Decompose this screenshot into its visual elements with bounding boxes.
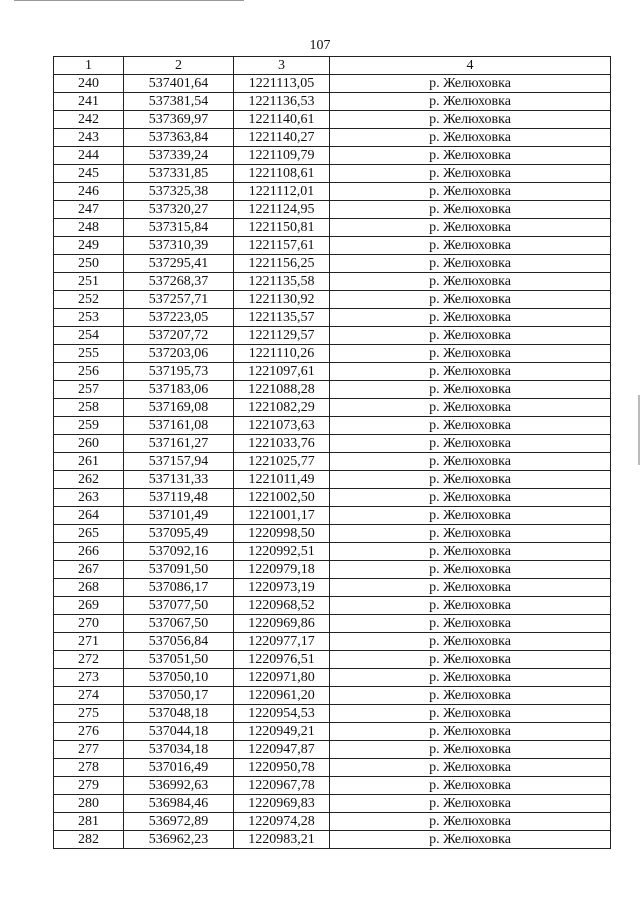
description-cell: р. Желюховка [330,273,611,291]
x-coordinate-cell: 536984,46 [124,795,234,813]
table-row [54,759,611,777]
point-number-cell: 240 [54,75,124,93]
y-coordinate-cell: 1221113,05 [234,75,330,93]
table-row [54,75,611,93]
y-coordinate-cell: 1221033,76 [234,435,330,453]
table-row [54,723,611,741]
x-coordinate-cell: 537067,50 [124,615,234,633]
description-cell: р. Желюховка [330,201,611,219]
y-coordinate-cell: 1221025,77 [234,453,330,471]
x-coordinate-cell: 537257,71 [124,291,234,309]
table-row [54,597,611,615]
y-coordinate-cell: 1220977,17 [234,633,330,651]
table-row [54,435,611,453]
description-cell: р. Желюховка [330,651,611,669]
table-row [54,345,611,363]
y-coordinate-cell: 1220992,51 [234,543,330,561]
x-coordinate-cell: 537169,08 [124,399,234,417]
y-coordinate-cell: 1221124,95 [234,201,330,219]
table-row [54,561,611,579]
y-coordinate-cell: 1221156,25 [234,255,330,273]
point-number-cell: 264 [54,507,124,525]
x-coordinate-cell: 537050,10 [124,669,234,687]
x-coordinate-cell: 537223,05 [124,309,234,327]
point-number-cell: 280 [54,795,124,813]
description-cell: р. Желюховка [330,669,611,687]
column-header-2: 2 [124,57,234,75]
point-number-cell: 245 [54,165,124,183]
table-row [54,273,611,291]
y-coordinate-cell: 1221108,61 [234,165,330,183]
point-number-cell: 256 [54,363,124,381]
point-number-cell: 243 [54,129,124,147]
point-number-cell: 279 [54,777,124,795]
x-coordinate-cell: 537183,06 [124,381,234,399]
y-coordinate-cell: 1220967,78 [234,777,330,795]
description-cell: р. Желюховка [330,237,611,255]
y-coordinate-cell: 1221002,50 [234,489,330,507]
y-coordinate-cell: 1220976,51 [234,651,330,669]
x-coordinate-cell: 537207,72 [124,327,234,345]
point-number-cell: 249 [54,237,124,255]
point-number-cell: 258 [54,399,124,417]
x-coordinate-cell: 537295,41 [124,255,234,273]
table-row [54,831,611,849]
table-row [54,201,611,219]
description-cell: р. Желюховка [330,831,611,849]
x-coordinate-cell: 537161,08 [124,417,234,435]
description-cell: р. Желюховка [330,561,611,579]
header-row [54,57,611,75]
description-cell: р. Желюховка [330,255,611,273]
table-row [54,129,611,147]
table-row [54,237,611,255]
x-coordinate-cell: 537369,97 [124,111,234,129]
x-coordinate-cell: 537050,17 [124,687,234,705]
y-coordinate-cell: 1220954,53 [234,705,330,723]
table-row [54,381,611,399]
table-row [54,111,611,129]
point-number-cell: 255 [54,345,124,363]
x-coordinate-cell: 537161,27 [124,435,234,453]
x-coordinate-cell: 537195,73 [124,363,234,381]
description-cell: р. Желюховка [330,93,611,111]
x-coordinate-cell: 537203,06 [124,345,234,363]
table-row [54,687,611,705]
description-cell: р. Желюховка [330,471,611,489]
y-coordinate-cell: 1221157,61 [234,237,330,255]
x-coordinate-cell: 537310,39 [124,237,234,255]
column-header-3: 3 [234,57,330,75]
table-row [54,183,611,201]
y-coordinate-cell: 1221130,92 [234,291,330,309]
y-coordinate-cell: 1220950,78 [234,759,330,777]
point-number-cell: 250 [54,255,124,273]
column-header-1: 1 [54,57,124,75]
x-coordinate-cell: 537092,16 [124,543,234,561]
x-coordinate-cell: 537016,49 [124,759,234,777]
description-cell: р. Желюховка [330,507,611,525]
y-coordinate-cell: 1221011,49 [234,471,330,489]
description-cell: р. Желюховка [330,291,611,309]
table-row [54,651,611,669]
point-number-cell: 269 [54,597,124,615]
y-coordinate-cell: 1220971,80 [234,669,330,687]
x-coordinate-cell: 537315,84 [124,219,234,237]
y-coordinate-cell: 1220961,20 [234,687,330,705]
y-coordinate-cell: 1220998,50 [234,525,330,543]
point-number-cell: 248 [54,219,124,237]
coordinates-table [53,56,611,849]
y-coordinate-cell: 1220949,21 [234,723,330,741]
column-header-4: 4 [330,57,611,75]
y-coordinate-cell: 1221112,01 [234,183,330,201]
y-coordinate-cell: 1220968,52 [234,597,330,615]
x-coordinate-cell: 537320,27 [124,201,234,219]
description-cell: р. Желюховка [330,741,611,759]
x-coordinate-cell: 537034,18 [124,741,234,759]
x-coordinate-cell: 536992,63 [124,777,234,795]
description-cell: р. Желюховка [330,111,611,129]
y-coordinate-cell: 1221097,61 [234,363,330,381]
table-row [54,147,611,165]
description-cell: р. Желюховка [330,129,611,147]
y-coordinate-cell: 1221129,57 [234,327,330,345]
description-cell: р. Желюховка [330,327,611,345]
point-number-cell: 282 [54,831,124,849]
description-cell: р. Желюховка [330,579,611,597]
scan-edge-line [14,0,244,1]
table-row [54,489,611,507]
description-cell: р. Желюховка [330,777,611,795]
point-number-cell: 267 [54,561,124,579]
x-coordinate-cell: 537119,48 [124,489,234,507]
description-cell: р. Желюховка [330,399,611,417]
description-cell: р. Желюховка [330,615,611,633]
point-number-cell: 246 [54,183,124,201]
description-cell: р. Желюховка [330,813,611,831]
x-coordinate-cell: 537363,84 [124,129,234,147]
description-cell: р. Желюховка [330,633,611,651]
description-cell: р. Желюховка [330,597,611,615]
description-cell: р. Желюховка [330,219,611,237]
point-number-cell: 251 [54,273,124,291]
table-row [54,93,611,111]
x-coordinate-cell: 537381,54 [124,93,234,111]
x-coordinate-cell: 537401,64 [124,75,234,93]
description-cell: р. Желюховка [330,705,611,723]
description-cell: р. Желюховка [330,687,611,705]
description-cell: р. Желюховка [330,165,611,183]
table-row [54,471,611,489]
point-number-cell: 270 [54,615,124,633]
point-number-cell: 275 [54,705,124,723]
table-row [54,363,611,381]
y-coordinate-cell: 1221073,63 [234,417,330,435]
x-coordinate-cell: 536972,89 [124,813,234,831]
x-coordinate-cell: 537048,18 [124,705,234,723]
y-coordinate-cell: 1221136,53 [234,93,330,111]
table-row [54,615,611,633]
point-number-cell: 265 [54,525,124,543]
x-coordinate-cell: 537056,84 [124,633,234,651]
point-number-cell: 257 [54,381,124,399]
x-coordinate-cell: 537325,38 [124,183,234,201]
point-number-cell: 274 [54,687,124,705]
table-row [54,777,611,795]
y-coordinate-cell: 1221088,28 [234,381,330,399]
point-number-cell: 242 [54,111,124,129]
x-coordinate-cell: 537086,17 [124,579,234,597]
point-number-cell: 253 [54,309,124,327]
point-number-cell: 266 [54,543,124,561]
description-cell: р. Желюховка [330,723,611,741]
x-coordinate-cell: 537077,50 [124,597,234,615]
point-number-cell: 260 [54,435,124,453]
y-coordinate-cell: 1221135,58 [234,273,330,291]
x-coordinate-cell: 537339,24 [124,147,234,165]
description-cell: р. Желюховка [330,525,611,543]
point-number-cell: 272 [54,651,124,669]
table-body [54,75,611,849]
y-coordinate-cell: 1220974,28 [234,813,330,831]
table-row [54,795,611,813]
table-row [54,255,611,273]
description-cell: р. Желюховка [330,489,611,507]
table-row [54,633,611,651]
y-coordinate-cell: 1220983,21 [234,831,330,849]
page-number: 107 [309,38,331,53]
table-row [54,327,611,345]
table-row [54,399,611,417]
description-cell: р. Желюховка [330,759,611,777]
x-coordinate-cell: 537268,37 [124,273,234,291]
x-coordinate-cell: 537331,85 [124,165,234,183]
table-row [54,219,611,237]
description-cell: р. Желюховка [330,363,611,381]
description-cell: р. Желюховка [330,435,611,453]
x-coordinate-cell: 537101,49 [124,507,234,525]
point-number-cell: 273 [54,669,124,687]
y-coordinate-cell: 1221135,57 [234,309,330,327]
description-cell: р. Желюховка [330,453,611,471]
table-row [54,525,611,543]
table-row [54,417,611,435]
description-cell: р. Желюховка [330,345,611,363]
table-row [54,813,611,831]
x-coordinate-cell: 537051,50 [124,651,234,669]
description-cell: р. Желюховка [330,543,611,561]
description-cell: р. Желюховка [330,309,611,327]
y-coordinate-cell: 1220947,87 [234,741,330,759]
point-number-cell: 263 [54,489,124,507]
point-number-cell: 281 [54,813,124,831]
table-row [54,291,611,309]
point-number-cell: 262 [54,471,124,489]
point-number-cell: 261 [54,453,124,471]
point-number-cell: 276 [54,723,124,741]
y-coordinate-cell: 1220979,18 [234,561,330,579]
table-row [54,579,611,597]
point-number-cell: 252 [54,291,124,309]
point-number-cell: 241 [54,93,124,111]
x-coordinate-cell: 537044,18 [124,723,234,741]
y-coordinate-cell: 1221109,79 [234,147,330,165]
point-number-cell: 247 [54,201,124,219]
point-number-cell: 254 [54,327,124,345]
x-coordinate-cell: 536962,23 [124,831,234,849]
table-row [54,741,611,759]
point-number-cell: 278 [54,759,124,777]
point-number-cell: 277 [54,741,124,759]
y-coordinate-cell: 1220969,86 [234,615,330,633]
table-row [54,543,611,561]
y-coordinate-cell: 1221140,61 [234,111,330,129]
y-coordinate-cell: 1221140,27 [234,129,330,147]
table-row [54,165,611,183]
y-coordinate-cell: 1220973,19 [234,579,330,597]
description-cell: р. Желюховка [330,381,611,399]
table-row [54,309,611,327]
table-row [54,705,611,723]
y-coordinate-cell: 1221082,29 [234,399,330,417]
table-row [54,669,611,687]
x-coordinate-cell: 537157,94 [124,453,234,471]
description-cell: р. Желюховка [330,183,611,201]
description-cell: р. Желюховка [330,147,611,165]
table-row [54,507,611,525]
table-header [54,57,611,75]
point-number-cell: 259 [54,417,124,435]
y-coordinate-cell: 1221150,81 [234,219,330,237]
description-cell: р. Желюховка [330,75,611,93]
x-coordinate-cell: 537091,50 [124,561,234,579]
point-number-cell: 268 [54,579,124,597]
description-cell: р. Желюховка [330,795,611,813]
x-coordinate-cell: 537095,49 [124,525,234,543]
point-number-cell: 271 [54,633,124,651]
description-cell: р. Желюховка [330,417,611,435]
y-coordinate-cell: 1220969,83 [234,795,330,813]
x-coordinate-cell: 537131,33 [124,471,234,489]
point-number-cell: 244 [54,147,124,165]
table-row [54,453,611,471]
y-coordinate-cell: 1221001,17 [234,507,330,525]
y-coordinate-cell: 1221110,26 [234,345,330,363]
